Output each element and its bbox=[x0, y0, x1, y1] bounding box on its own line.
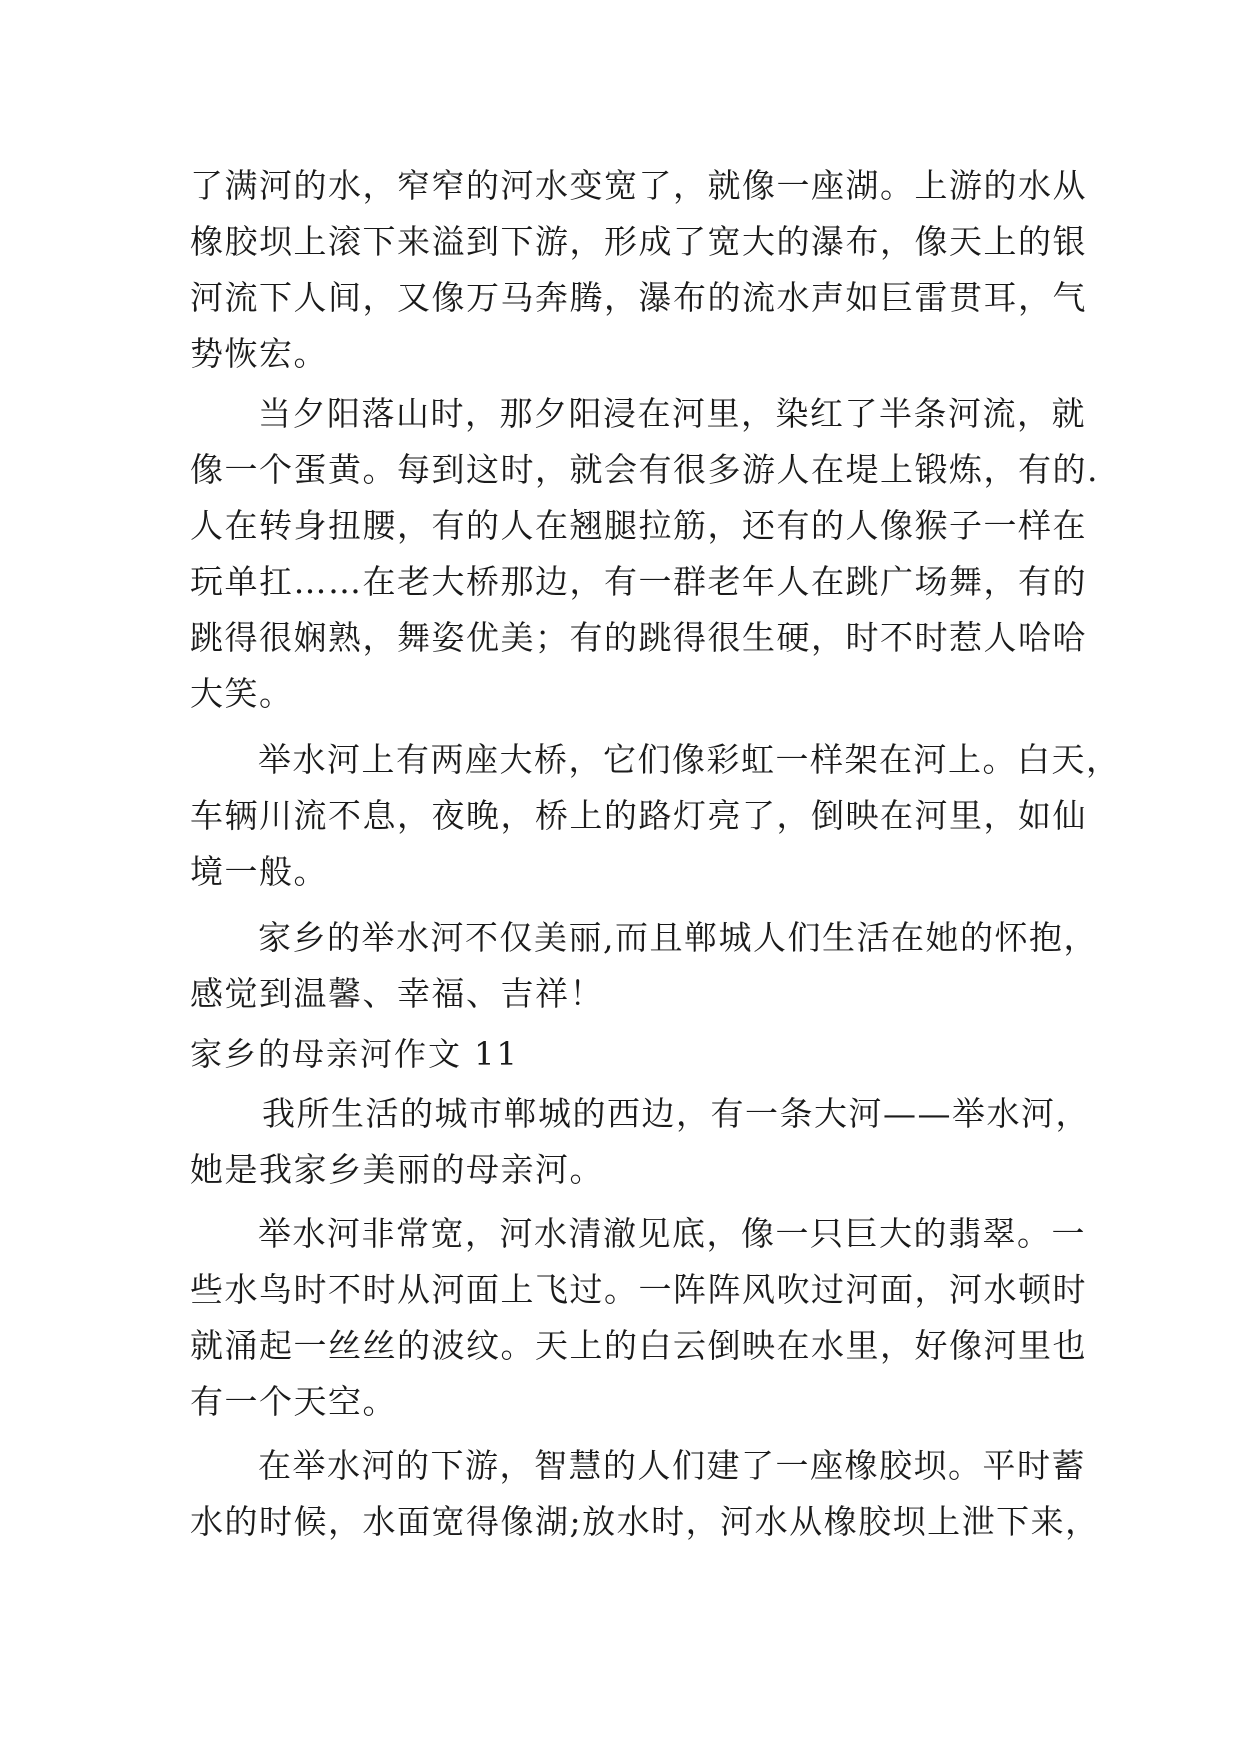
text-line: 了满河的水，窄窄的河水变宽了，就像一座湖。上游的水从 bbox=[190, 166, 1087, 205]
text-line: 像一个蛋黄。每到这时，就会有很多游人在堤上锻炼，有的. bbox=[190, 450, 1099, 489]
text-line: 玩单扛……在老大桥那边，有一群老年人在跳广场舞，有的 bbox=[190, 562, 1087, 601]
text-line: 车辆川流不息，夜晚，桥上的路灯亮了，倒映在河里，如仙 bbox=[190, 796, 1087, 835]
text-line: 些水鸟时不时从河面上飞过。一阵阵风吹过河面，河水顿时 bbox=[190, 1270, 1087, 1309]
text-line: 感觉到温馨、幸福、吉祥！ bbox=[190, 974, 604, 1013]
text-line: 有一个天空。 bbox=[190, 1382, 397, 1421]
text-line: 境一般。 bbox=[190, 852, 328, 891]
paragraph-first-line: 当夕阳落山时，那夕阳浸在河里，染红了半条河流，就 bbox=[258, 394, 1086, 433]
text-line: 橡胶坝上滚下来溢到下游，形成了宽大的瀑布，像天上的银 bbox=[190, 222, 1087, 261]
paragraph-first-line: 举水河非常宽，河水清澈见底，像一只巨大的翡翠。一 bbox=[258, 1214, 1086, 1253]
text-line: 势恢宏。 bbox=[190, 334, 328, 373]
text-line: 她是我家乡美丽的母亲河。 bbox=[190, 1150, 604, 1189]
text-line: 就涌起一丝丝的波纹。天上的白云倒映在水里，好像河里也 bbox=[190, 1326, 1087, 1365]
text-line: 河流下人间，又像万马奔腾，瀑布的流水声如巨雷贯耳，气 bbox=[190, 278, 1087, 317]
text-line: 跳得很娴熟，舞姿优美；有的跳得很生硬，时不时惹人哈哈 bbox=[190, 618, 1087, 657]
section-heading: 家乡的母亲河作文 11 bbox=[190, 1035, 519, 1073]
paragraph-first-line: 举水河上有两座大桥，它们像彩虹一样架在河上。白天， bbox=[258, 740, 1121, 779]
text-line: 人在转身扭腰，有的人在翘腿拉筋，还有的人像猴子一样在 bbox=[190, 506, 1087, 545]
paragraph-first-line: 我所生活的城市郸城的西边，有一条大河——举水河， bbox=[262, 1094, 1090, 1133]
paragraph-first-line: 家乡的举水河不仅美丽,而且郸城人们生活在她的怀抱， bbox=[258, 918, 1098, 957]
text-line: 水的时候，水面宽得像湖;放水时，河水从橡胶坝上泄下来， bbox=[190, 1502, 1100, 1541]
paragraph-first-line: 在举水河的下游，智慧的人们建了一座橡胶坝。平时蓄 bbox=[258, 1446, 1086, 1485]
text-line: 大笑。 bbox=[190, 674, 294, 713]
